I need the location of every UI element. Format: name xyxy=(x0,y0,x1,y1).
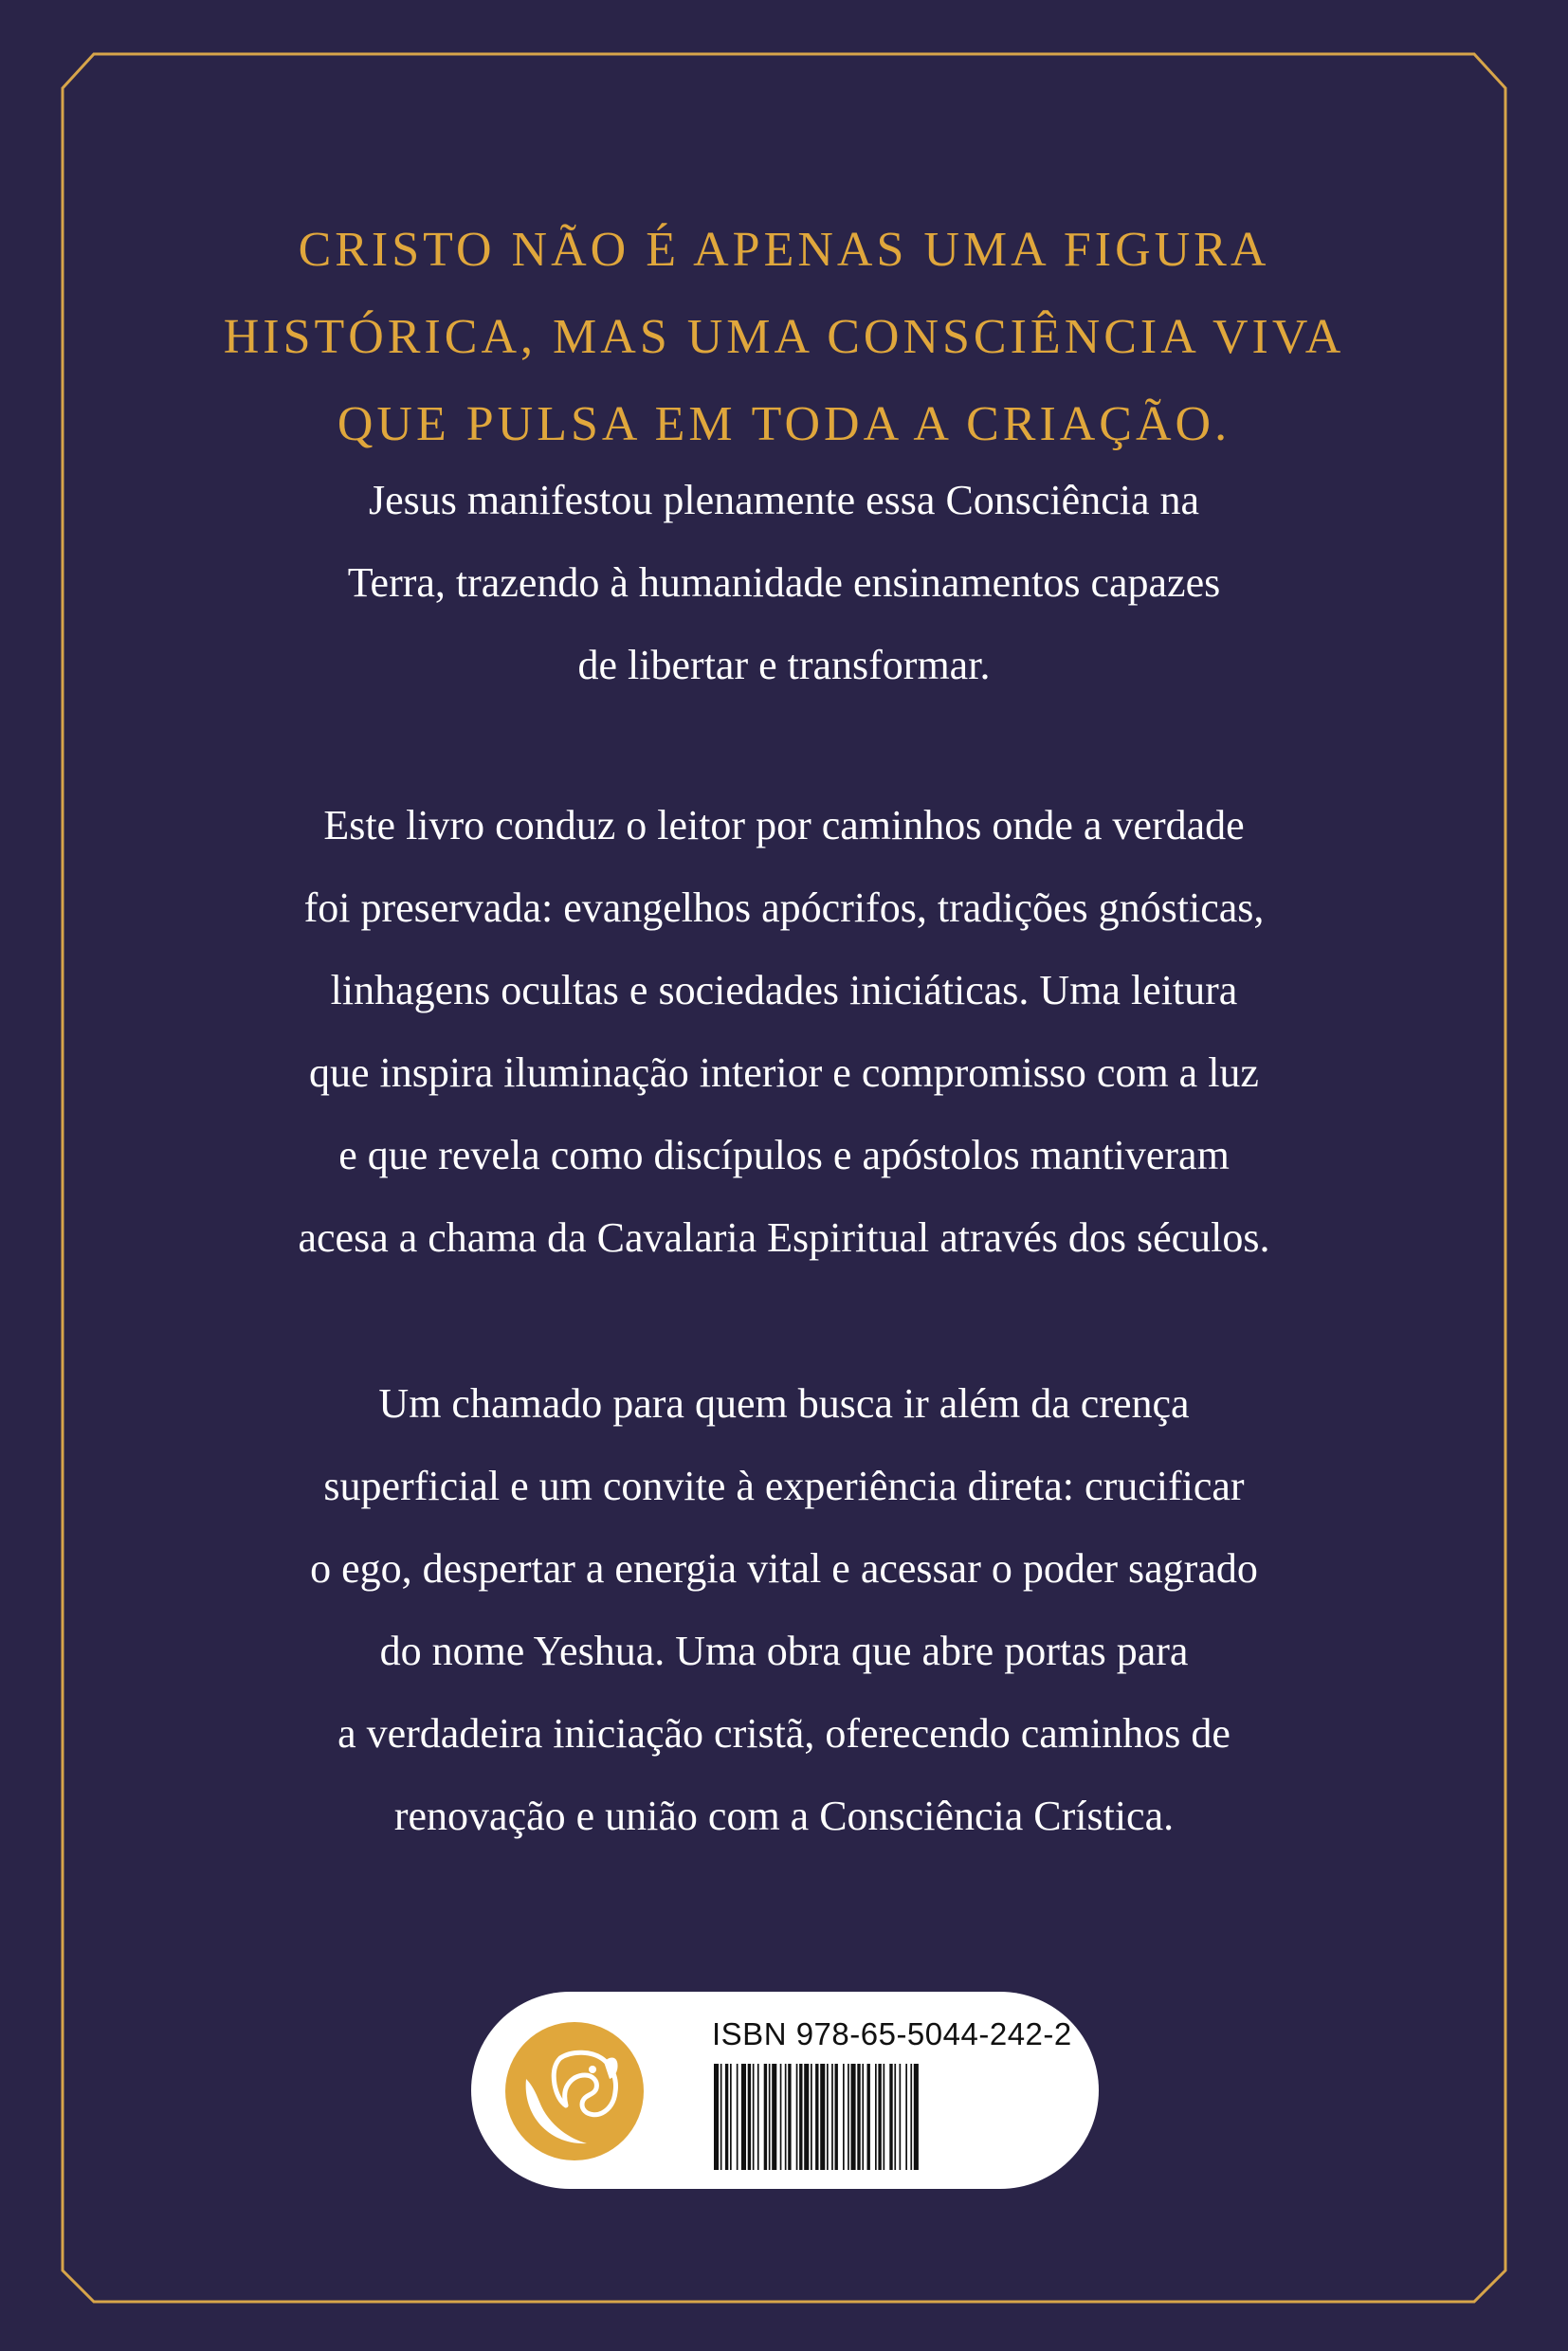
barcode-bar xyxy=(875,2064,877,2170)
barcode-bar xyxy=(764,2064,767,2170)
paragraph-line: Um chamado para quem busca ir além da crença xyxy=(378,1380,1190,1427)
barcode-bar xyxy=(894,2064,896,2170)
barcode-bar xyxy=(725,2064,728,2170)
paragraph-line: acesa a chama da Cavalaria Espiritual através dos séculos. xyxy=(298,1214,1270,1261)
barcode-bar xyxy=(831,2064,833,2170)
barcode-bar xyxy=(884,2064,885,2170)
barcode-bar xyxy=(804,2064,809,2170)
barcode-bar xyxy=(905,2064,907,2170)
barcode-bar xyxy=(753,2064,755,2170)
barcode-bar xyxy=(820,2064,825,2170)
paragraph-line: linhagens ocultas e sociedades iniciáticas. Uma leitura xyxy=(330,967,1238,1013)
barcode-bar xyxy=(730,2064,732,2170)
paragraph-line: renovação e união com a Consciência Crística. xyxy=(393,1793,1175,1839)
paragraph-invitation xyxy=(190,1362,1378,1857)
paragraph-line: a verdadeira iniciação cristã, oferecendo caminhos de xyxy=(337,1710,1231,1757)
barcode-bar xyxy=(848,2064,849,2170)
barcode-bar xyxy=(900,2064,902,2170)
headline-line: CRISTO NÃO É APENAS UMA FIGURA xyxy=(298,223,1270,277)
barcode-bar xyxy=(851,2064,856,2170)
barcode-bar xyxy=(748,2064,751,2170)
barcode-bar xyxy=(910,2064,912,2170)
paragraph-line: Este livro conduz o leitor por caminhos onde a verdade xyxy=(323,802,1245,848)
barcode-bar xyxy=(815,2064,818,2170)
barcode-bar xyxy=(827,2064,829,2170)
barcode-bar xyxy=(757,2064,759,2170)
barcode-bar xyxy=(772,2064,776,2170)
barcode-bar xyxy=(878,2064,881,2170)
barcode-bar xyxy=(737,2064,738,2170)
publisher-logo xyxy=(505,2022,644,2160)
isbn-number: ISBN 978-65-5044-242-2 xyxy=(712,2016,1072,2051)
barcode-bar xyxy=(867,2064,870,2170)
barcode-bar xyxy=(889,2064,892,2170)
paragraph-intro xyxy=(190,459,1378,706)
barcode-bar xyxy=(811,2064,812,2170)
paragraph-line: que inspira iluminação interior e compromisso com a luz xyxy=(309,1049,1259,1096)
headline-line: HISTÓRICA, MAS UMA CONSCIÊNCIA VIVA xyxy=(223,310,1345,364)
barcode-bar xyxy=(835,2064,838,2170)
barcode-bar xyxy=(914,2064,919,2170)
isbn-badge xyxy=(471,1992,1099,2189)
paragraph-book-summary xyxy=(190,784,1378,1279)
paragraph-line: de libertar e transformar. xyxy=(577,642,991,688)
barcode-bar xyxy=(714,2064,719,2170)
barcode-bar xyxy=(862,2064,864,2170)
paragraph-line: do nome Yeshua. Uma obra que abre portas para xyxy=(379,1628,1189,1674)
paragraph-line: o ego, despertar a energia vital e acessar o poder sagrado xyxy=(310,1545,1258,1592)
headline xyxy=(190,207,1378,468)
dog-head-logo-icon xyxy=(505,2022,644,2160)
isbn-barcode xyxy=(712,2064,1034,2170)
paragraph-line: Terra, trazendo à humanidade ensinamentos capazes xyxy=(347,559,1221,606)
barcode-bar xyxy=(857,2064,860,2170)
barcode-bar xyxy=(788,2064,791,2170)
paragraph-line: e que revela como discípulos e apóstolos mantiveram xyxy=(338,1132,1230,1178)
paragraph-line: Jesus manifestou plenamente essa Consciência na xyxy=(368,477,1200,523)
barcode-bar xyxy=(785,2064,787,2170)
barcode-bar xyxy=(799,2064,802,2170)
barcode-bar xyxy=(720,2064,722,2170)
barcode-bar xyxy=(796,2064,798,2170)
barcode-bar xyxy=(741,2064,746,2170)
barcode-bar xyxy=(769,2064,771,2170)
paragraph-line: foi preservada: evangelhos apócrifos, tradições gnósticas, xyxy=(303,884,1265,931)
barcode-bar xyxy=(843,2064,845,2170)
headline-line: QUE PULSA EM TODA A CRIAÇÃO. xyxy=(337,397,1231,451)
barcode-bar xyxy=(780,2064,782,2170)
paragraph-line: superficial e um convite à experiência direta: crucificar xyxy=(323,1463,1245,1509)
